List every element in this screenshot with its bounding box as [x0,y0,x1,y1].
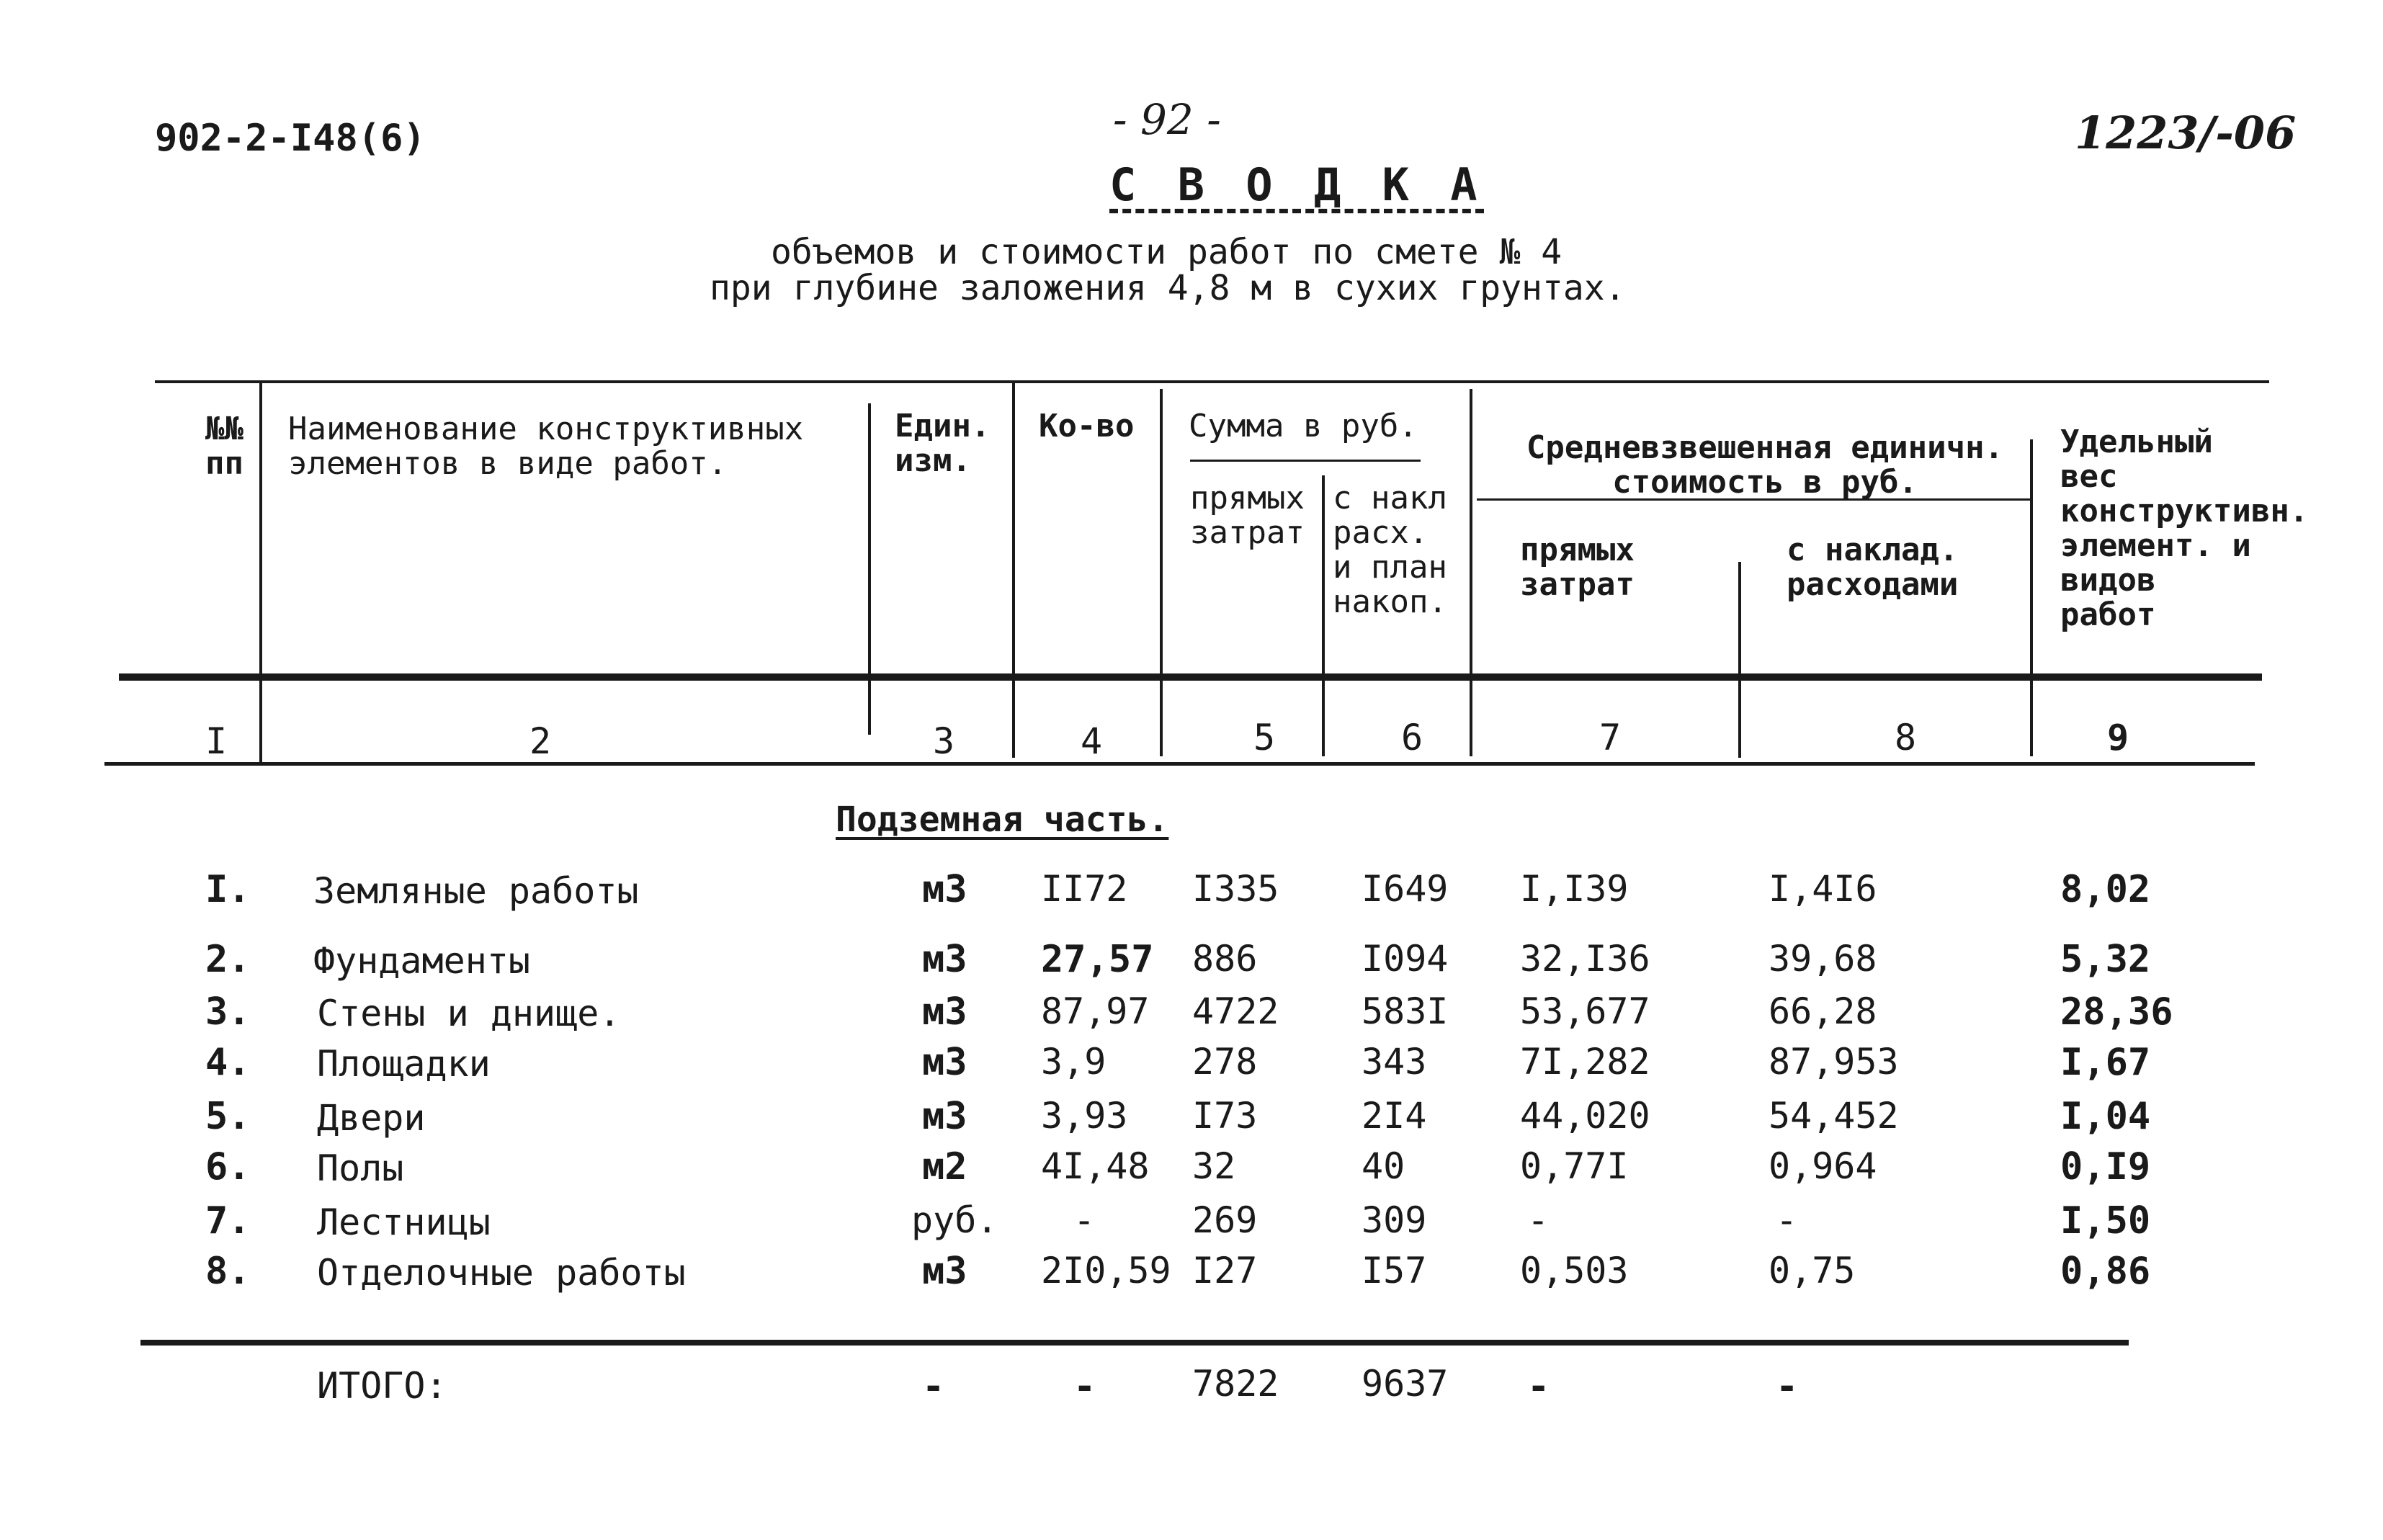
column-number-8: 8 [1895,717,1917,758]
row-unit-direct: 32,I36 [1520,938,1650,980]
row-unit: м3 [922,990,967,1034]
archive-number: 1223/-06 [2075,107,2297,159]
row-unit-direct: 44,020 [1520,1095,1650,1137]
row-quantity: II72 [1041,868,1128,910]
row-direct-costs: 886 [1192,938,1258,980]
total-direct-costs: 7822 [1192,1363,1279,1405]
section-heading: Подземная часть. [836,800,1169,840]
column-number-2: 2 [529,720,552,762]
header-sum: Сумма в руб. [1189,408,1418,444]
row-name: Площадки [317,1043,491,1085]
column-number-4: 4 [1081,720,1103,762]
row-number: 5. [205,1095,251,1138]
col-divider-7 [1738,562,1741,758]
row-share: I,04 [2060,1095,2151,1138]
row-unit: м3 [922,1041,967,1084]
total-quantity: - [1073,1365,1096,1408]
row-direct-costs: 269 [1192,1199,1258,1241]
row-share: 0,86 [2060,1250,2151,1293]
row-direct-costs: I27 [1192,1250,1258,1291]
row-direct-costs: I73 [1192,1095,1258,1137]
row-unit-direct: 7I,282 [1520,1041,1650,1083]
col-divider-2 [868,403,871,735]
row-unit-direct: - [1527,1199,1550,1241]
row-share: 8,02 [2060,868,2151,911]
row-with-overhead: 2I4 [1362,1095,1427,1137]
row-name: Лестницы [317,1201,491,1243]
col-divider-3 [1012,383,1015,758]
col-divider-1 [259,383,262,764]
table-top-rule [155,380,2269,383]
header-with-overhead: с накл расх. и план накоп. [1333,480,1447,620]
row-with-overhead: 343 [1362,1041,1427,1083]
subtitle-line-2: при глубине заложения 4,8 м в сухих грунтах. [710,268,1626,308]
row-number: 6. [205,1145,251,1188]
col-divider-4 [1160,389,1163,756]
row-direct-costs: I335 [1192,868,1279,910]
column-number-6: 6 [1401,717,1423,758]
row-share: 28,36 [2060,990,2173,1034]
row-name: Фундаменты [313,940,531,982]
header-unit-direct: прямых затрат [1520,532,1635,603]
column-numbers-rule [104,762,2255,766]
row-number: 2. [205,938,251,981]
row-unit-overhead: 0,964 [1769,1145,1877,1187]
row-unit-overhead: 87,953 [1769,1041,1899,1083]
col-divider-6 [1470,389,1472,756]
row-unit-direct: I,I39 [1520,868,1629,910]
row-number: 4. [205,1041,251,1084]
row-name: Земляные работы [313,870,639,912]
subtitle-line-1: объемов и стоимости работ по смете № 4 [771,232,1562,272]
row-unit-overhead: 0,75 [1769,1250,1856,1291]
column-number-5: 5 [1253,717,1276,758]
total-rule [140,1340,2129,1346]
row-with-overhead: 309 [1362,1199,1427,1241]
row-number: 3. [205,990,251,1034]
row-name: Двери [317,1097,426,1139]
header-number: №№ пп [205,411,243,482]
row-share: 0,I9 [2060,1145,2151,1188]
row-quantity: 27,57 [1041,938,1154,981]
total-unit: - [922,1365,945,1408]
row-number: 8. [205,1250,251,1293]
row-quantity: - [1073,1199,1096,1241]
header-share: Удельный вес конструктивн. элемент. и видов работ [2060,424,2309,633]
document-title: С В О Д К А [1109,158,1485,211]
row-direct-costs: 32 [1192,1145,1236,1187]
row-quantity: 3,9 [1041,1041,1106,1083]
row-unit: м2 [922,1145,967,1188]
row-with-overhead: 40 [1362,1145,1405,1187]
row-unit-overhead: 54,452 [1769,1095,1899,1137]
row-quantity: 4I,48 [1041,1145,1150,1187]
row-name: Полы [317,1147,404,1189]
row-unit: руб. [911,1199,998,1241]
sum-subheader-rule [1190,460,1421,462]
row-unit-direct: 53,677 [1520,990,1650,1032]
row-unit: м3 [922,1095,967,1138]
row-quantity: 87,97 [1041,990,1150,1032]
row-unit-direct: 0,503 [1520,1250,1629,1291]
col-divider-5 [1322,475,1325,756]
row-unit-overhead: 66,28 [1769,990,1877,1032]
row-share: 5,32 [2060,938,2151,981]
row-unit-overhead: 39,68 [1769,938,1877,980]
document-code: 902-2-I48(6) [155,117,426,160]
page-number: - 92 - [1113,95,1221,144]
row-quantity: 2I0,59 [1041,1250,1171,1291]
total-unit-overhead: - [1776,1365,1799,1408]
row-unit-overhead: - [1776,1199,1798,1241]
column-number-9: 9 [2107,717,2129,758]
row-with-overhead: I094 [1362,938,1449,980]
row-number: I. [205,868,251,911]
column-number-3: 3 [933,720,955,762]
header-direct-costs: прямых затрат [1190,480,1305,551]
row-unit: м3 [922,1250,967,1293]
row-direct-costs: 278 [1192,1041,1258,1083]
column-number-1: I [205,720,228,762]
header-unit-overhead: с наклад. расходами [1787,532,1959,603]
header-element-name: Наименование конструктивных элементов в виде работ. [288,411,804,482]
row-name: Стены и днище. [317,993,621,1034]
total-label: ИТОГО: [317,1365,447,1407]
header-bottom-rule [119,673,2262,681]
row-unit-overhead: I,4I6 [1769,868,1877,910]
column-number-7: 7 [1599,717,1622,758]
row-unit: м3 [922,868,967,911]
row-direct-costs: 4722 [1192,990,1279,1032]
header-unit: Един. изм. [895,408,991,479]
row-with-overhead: 583I [1362,990,1449,1032]
row-name: Отделочные работы [317,1252,686,1294]
total-with-overhead: 9637 [1362,1363,1449,1405]
row-number: 7. [205,1199,251,1243]
header-weighted-unit-cost: Средневзвешенная единичн. стоимость в руб. [1526,429,2004,501]
header-quantity: Ко-во [1039,408,1135,444]
row-unit: м3 [922,938,967,981]
row-share: I,67 [2060,1041,2151,1084]
row-unit-direct: 0,77I [1520,1145,1629,1187]
row-quantity: 3,93 [1041,1095,1128,1137]
row-with-overhead: I649 [1362,868,1449,910]
total-unit-direct: - [1527,1365,1550,1408]
row-share: I,50 [2060,1199,2151,1243]
row-with-overhead: I57 [1362,1250,1427,1291]
